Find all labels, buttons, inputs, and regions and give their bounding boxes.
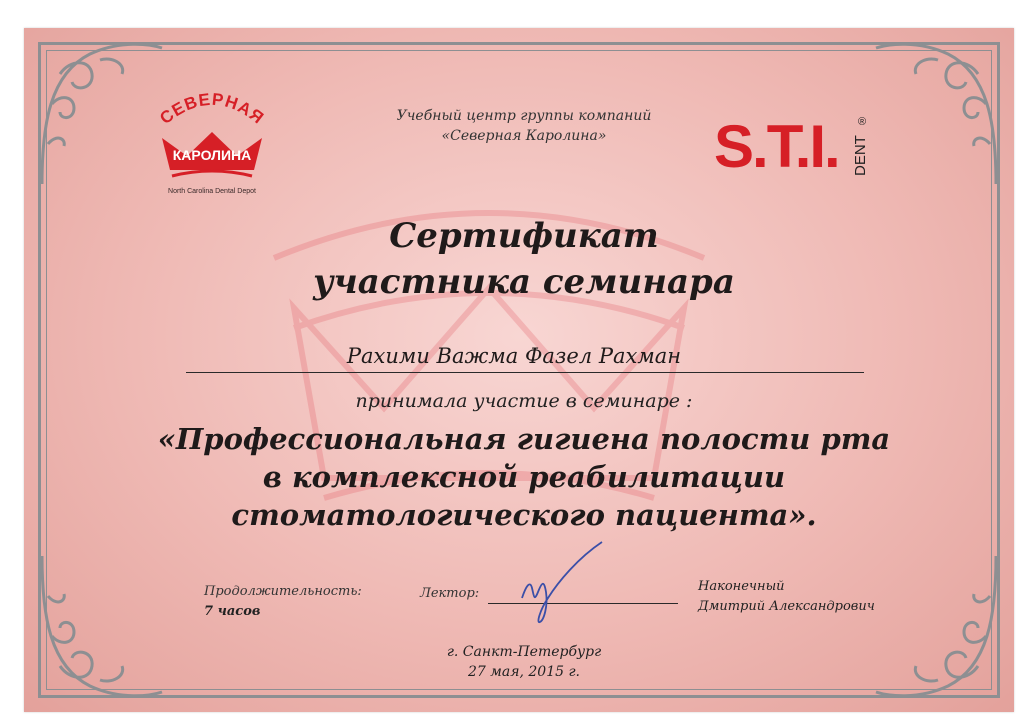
sti-dent-logo [714,112,884,192]
place-and-date [384,642,664,682]
sti-logo-suffix: DENT [852,135,869,176]
topic-line-2: в комплексной реабилитации [262,460,786,494]
lecturer-name [698,577,875,617]
registered-mark: ® [858,116,867,128]
north-carolina-logo [142,76,282,206]
duration-label: Продолжительность: [204,584,362,599]
city: г. Санкт-Петербург [446,644,602,660]
organization-line-1: Учебный центр группы компаний [396,108,652,124]
title-line-1: Сертификат [389,216,659,256]
organization-line-2: «Северная Каролина» [441,128,607,144]
recipient-name: Рахими Важма Фазел Рахман [346,344,682,368]
lecturer-first-name: Дмитрий Александрович [698,599,875,614]
lecturer-signature [504,536,614,626]
certificate-title [224,213,824,305]
date: 27 мая, 2015 г. [468,664,580,680]
seminar-topic [124,420,924,534]
ornament-corner-top-right [868,34,1008,194]
sti-logo-text: S.T.I. [714,113,839,180]
lecturer-surname: Наконечный [698,579,785,594]
title-line-2: участника семинара [313,262,735,302]
topic-line-1: «Профессиональная гигиена полости рта [157,422,891,456]
recipient-underline [186,372,864,373]
lecturer-label: Лектор: [420,586,480,601]
svg-text:СЕВЕРНАЯ: СЕВЕРНАЯ [156,89,268,129]
topic-line-3: стоматологического пациента». [231,498,817,532]
participation-text: принимала участие в семинаре : [355,390,693,412]
organization-header [324,106,724,146]
certificate-sheet [24,28,1014,712]
svg-text:КАРОЛИНА: КАРОЛИНА [172,147,252,163]
ornament-corner-bottom-right [868,546,1008,706]
ornament-corner-bottom-left [30,546,170,706]
duration-value: 7 часов [204,604,261,619]
north-carolina-subtitle: North Carolina Dental Depot [168,188,256,195]
